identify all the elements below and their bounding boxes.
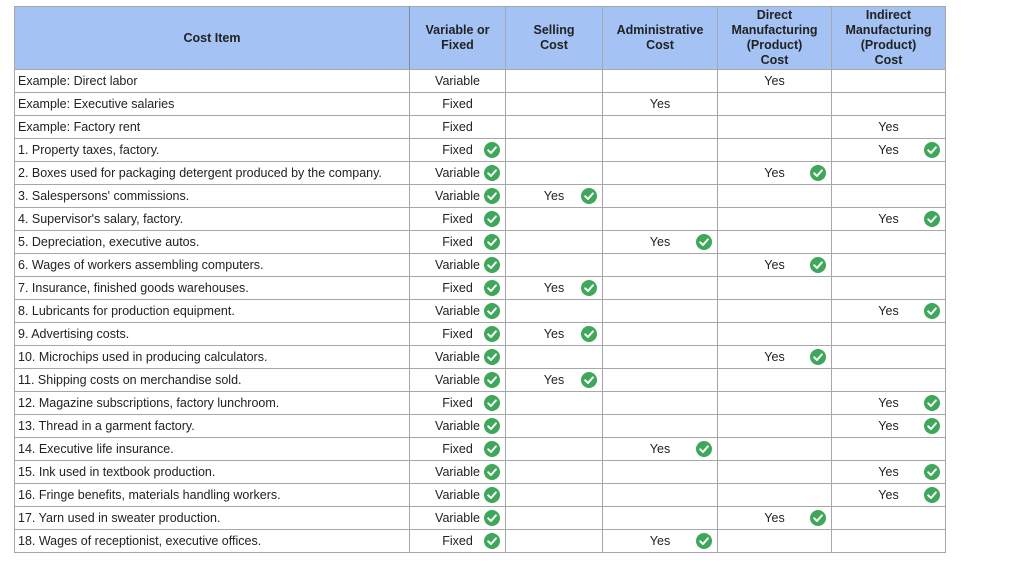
table-row (15, 162, 946, 185)
administrative-cost-cell[interactable] (603, 507, 718, 530)
check-circle-icon (924, 464, 940, 480)
header-selling (506, 7, 603, 70)
administrative-cost-cell[interactable] (603, 70, 718, 93)
header-variable-fixed (410, 7, 506, 70)
header-line: Manufacturing (731, 23, 818, 37)
cost-item-label: 6. Wages of workers assembling computers. (18, 258, 264, 272)
administrative-cost-cell[interactable] (603, 323, 718, 346)
variable-fixed-cell[interactable] (410, 231, 506, 254)
administrative-cost-cell[interactable] (603, 369, 718, 392)
check-circle-icon (581, 280, 597, 296)
direct-manufacturing-cell[interactable] (718, 139, 832, 162)
cost-item-cell (15, 162, 410, 185)
cost-item-label: Example: Executive salaries (18, 97, 175, 111)
selling-cost-cell[interactable] (506, 162, 603, 185)
cost-item-cell (15, 323, 410, 346)
variable-fixed-cell[interactable] (410, 139, 506, 162)
check-circle-icon (484, 165, 500, 181)
variable-fixed-cell-value: Variable (435, 258, 480, 272)
variable-fixed-cell-value: Variable (435, 511, 480, 525)
indirect-manufacturing-cell[interactable] (832, 323, 946, 346)
cost-item-cell (15, 461, 410, 484)
indirect-manufacturing-cell[interactable] (832, 300, 946, 323)
variable-fixed-cell[interactable] (410, 369, 506, 392)
variable-fixed-cell[interactable] (410, 438, 506, 461)
direct-manufacturing-cell[interactable] (718, 93, 832, 116)
cost-item-cell (15, 93, 410, 116)
selling-cost-cell[interactable] (506, 415, 603, 438)
direct-manufacturing-cell-value: Yes (764, 511, 785, 525)
table-row (15, 530, 946, 553)
indirect-manufacturing-cell[interactable] (832, 254, 946, 277)
variable-fixed-cell[interactable] (410, 254, 506, 277)
direct-manufacturing-cell[interactable] (718, 415, 832, 438)
administrative-cost-cell-value: Yes (649, 97, 671, 111)
selling-cost-cell[interactable] (506, 185, 603, 208)
cost-item-label: 4. Supervisor's salary, factory. (18, 212, 184, 226)
header-row (15, 7, 946, 70)
direct-manufacturing-cell[interactable] (718, 507, 832, 530)
header-line: Cost (874, 53, 903, 67)
indirect-manufacturing-cell[interactable] (832, 346, 946, 369)
cost-item-label: 10. Microchips used in producing calculators. (18, 350, 268, 364)
selling-cost-cell[interactable] (506, 392, 603, 415)
cost-item-label: 12. Magazine subscriptions, factory lunchroom. (18, 396, 280, 410)
cost-item-label: 14. Executive life insurance. (18, 442, 174, 456)
cost-item-cell (15, 300, 410, 323)
variable-fixed-cell-value: Variable (435, 166, 480, 180)
cost-item-cell (15, 369, 410, 392)
selling-cost-cell[interactable] (506, 277, 603, 300)
direct-manufacturing-cell[interactable] (718, 484, 832, 507)
check-circle-icon (484, 418, 500, 434)
indirect-manufacturing-cell[interactable] (832, 116, 946, 139)
variable-fixed-cell[interactable] (410, 323, 506, 346)
cost-item-cell (15, 484, 410, 507)
variable-fixed-cell[interactable] (410, 300, 506, 323)
cost-item-label: 11. Shipping costs on merchandise sold. (18, 373, 242, 387)
cost-item-cell (15, 254, 410, 277)
cost-item-label: 5. Depreciation, executive autos. (18, 235, 200, 249)
cost-item-label: 9. Advertising costs. (18, 327, 130, 341)
cost-item-cell (15, 438, 410, 461)
cost-item-cell (15, 346, 410, 369)
variable-fixed-cell[interactable] (410, 185, 506, 208)
variable-fixed-cell[interactable] (410, 93, 506, 116)
table-row (15, 185, 946, 208)
selling-cost-cell[interactable] (506, 254, 603, 277)
check-circle-icon (484, 487, 500, 503)
check-circle-icon (484, 257, 500, 273)
variable-fixed-cell[interactable] (410, 530, 506, 553)
table-row (15, 438, 946, 461)
table-row (15, 93, 946, 116)
check-circle-icon (484, 280, 500, 296)
variable-fixed-cell[interactable] (410, 70, 506, 93)
check-circle-icon (924, 418, 940, 434)
header-direct-manufacturing (718, 7, 832, 70)
check-circle-icon (924, 142, 940, 158)
check-circle-icon (484, 395, 500, 411)
indirect-manufacturing-cell[interactable] (832, 507, 946, 530)
indirect-manufacturing-cell[interactable] (832, 530, 946, 553)
direct-manufacturing-cell[interactable] (718, 346, 832, 369)
cost-item-cell (15, 208, 410, 231)
indirect-manufacturing-cell-value: Yes (878, 396, 899, 410)
administrative-cost-cell[interactable] (603, 461, 718, 484)
check-circle-icon (810, 510, 826, 526)
variable-fixed-cell[interactable] (410, 277, 506, 300)
check-circle-icon (484, 464, 500, 480)
indirect-manufacturing-cell[interactable] (832, 369, 946, 392)
variable-fixed-cell[interactable] (410, 484, 506, 507)
variable-fixed-cell-value: Fixed (442, 327, 473, 341)
administrative-cost-cell[interactable] (603, 277, 718, 300)
table-row (15, 415, 946, 438)
header-line: (Product) (746, 38, 803, 52)
check-circle-icon (484, 234, 500, 250)
administrative-cost-cell[interactable] (603, 530, 718, 553)
administrative-cost-cell[interactable] (603, 93, 718, 116)
indirect-manufacturing-cell-value: Yes (878, 465, 899, 479)
table-row (15, 369, 946, 392)
direct-manufacturing-cell[interactable] (718, 461, 832, 484)
direct-manufacturing-cell[interactable] (718, 323, 832, 346)
check-circle-icon (484, 326, 500, 342)
variable-fixed-cell-value: Fixed (442, 281, 473, 295)
header-line: Cost (646, 38, 674, 52)
table-row (15, 254, 946, 277)
selling-cost-cell[interactable] (506, 300, 603, 323)
check-circle-icon (484, 372, 500, 388)
indirect-manufacturing-cell-value: Yes (878, 143, 899, 157)
check-circle-icon (924, 303, 940, 319)
indirect-manufacturing-cell[interactable] (832, 484, 946, 507)
header-line: Cost (540, 38, 568, 52)
variable-fixed-cell[interactable] (410, 392, 506, 415)
selling-cost-cell-value: Yes (543, 281, 565, 295)
direct-manufacturing-cell[interactable] (718, 185, 832, 208)
indirect-manufacturing-cell-value: Yes (878, 488, 899, 502)
header-cost-item-label: Cost Item (183, 30, 241, 45)
variable-fixed-cell[interactable] (410, 346, 506, 369)
check-circle-icon (484, 188, 500, 204)
indirect-manufacturing-cell[interactable] (832, 438, 946, 461)
variable-fixed-cell-value: Fixed (442, 534, 473, 548)
indirect-manufacturing-cell[interactable] (832, 415, 946, 438)
table-row (15, 484, 946, 507)
selling-cost-cell[interactable] (506, 208, 603, 231)
header-line: Fixed (441, 38, 474, 52)
indirect-manufacturing-cell[interactable] (832, 277, 946, 300)
variable-fixed-cell-value: Fixed (442, 396, 473, 410)
table-row (15, 507, 946, 530)
direct-manufacturing-cell-value: Yes (764, 74, 785, 88)
variable-fixed-cell[interactable] (410, 461, 506, 484)
header-line: Selling (533, 23, 575, 37)
selling-cost-cell[interactable] (506, 93, 603, 116)
direct-manufacturing-cell[interactable] (718, 208, 832, 231)
variable-fixed-cell-value: Fixed (442, 235, 473, 249)
variable-fixed-cell-value: Fixed (442, 212, 473, 226)
check-circle-icon (484, 142, 500, 158)
administrative-cost-cell[interactable] (603, 392, 718, 415)
cost-item-label: 15. Ink used in textbook production. (18, 465, 216, 479)
indirect-manufacturing-cell-value: Yes (878, 120, 899, 134)
administrative-cost-cell[interactable] (603, 116, 718, 139)
administrative-cost-cell[interactable] (603, 254, 718, 277)
header-line: Manufacturing (845, 23, 932, 37)
cost-item-label: 16. Fringe benefits, materials handling workers. (18, 488, 281, 502)
selling-cost-cell[interactable] (506, 461, 603, 484)
variable-fixed-cell[interactable] (410, 116, 506, 139)
cost-item-label: 1. Property taxes, factory. (18, 143, 160, 157)
table-row (15, 346, 946, 369)
administrative-cost-cell[interactable] (603, 346, 718, 369)
administrative-cost-cell[interactable] (603, 162, 718, 185)
variable-fixed-cell-value: Variable (435, 488, 480, 502)
check-circle-icon (484, 349, 500, 365)
table-row (15, 277, 946, 300)
indirect-manufacturing-cell[interactable] (832, 231, 946, 254)
cost-item-label: 17. Yarn used in sweater production. (18, 511, 221, 525)
direct-manufacturing-cell-value: Yes (764, 166, 785, 180)
check-circle-icon (924, 487, 940, 503)
selling-cost-cell[interactable] (506, 484, 603, 507)
administrative-cost-cell[interactable] (603, 139, 718, 162)
indirect-manufacturing-cell[interactable] (832, 139, 946, 162)
table-row (15, 208, 946, 231)
variable-fixed-cell[interactable] (410, 415, 506, 438)
check-circle-icon (810, 165, 826, 181)
administrative-cost-cell[interactable] (603, 484, 718, 507)
cost-item-label: Example: Direct labor (18, 74, 138, 88)
administrative-cost-cell[interactable] (603, 300, 718, 323)
indirect-manufacturing-cell[interactable] (832, 162, 946, 185)
check-circle-icon (810, 349, 826, 365)
selling-cost-cell-value: Yes (543, 327, 565, 341)
table-row (15, 300, 946, 323)
variable-fixed-cell[interactable] (410, 507, 506, 530)
direct-manufacturing-cell[interactable] (718, 162, 832, 185)
check-circle-icon (484, 303, 500, 319)
header-line: Direct (756, 8, 793, 22)
selling-cost-cell[interactable] (506, 139, 603, 162)
check-circle-icon (484, 533, 500, 549)
administrative-cost-cell[interactable] (603, 231, 718, 254)
variable-fixed-cell-value: Fixed (442, 120, 473, 134)
table-row (15, 323, 946, 346)
table-row (15, 116, 946, 139)
cost-item-cell (15, 392, 410, 415)
variable-fixed-cell-value: Fixed (442, 143, 473, 157)
selling-cost-cell[interactable] (506, 116, 603, 139)
selling-cost-cell-value: Yes (543, 373, 565, 387)
direct-manufacturing-cell[interactable] (718, 231, 832, 254)
header-line: Indirect (865, 8, 912, 22)
direct-manufacturing-cell[interactable] (718, 369, 832, 392)
header-indirect-manufacturing (832, 7, 946, 70)
cost-item-cell (15, 70, 410, 93)
direct-manufacturing-cell[interactable] (718, 530, 832, 553)
cost-item-cell (15, 277, 410, 300)
header-line: Variable or (425, 23, 490, 37)
header-line: (Product) (860, 38, 917, 52)
header-administrative (603, 7, 718, 70)
selling-cost-cell[interactable] (506, 346, 603, 369)
administrative-cost-cell[interactable] (603, 185, 718, 208)
direct-manufacturing-cell[interactable] (718, 277, 832, 300)
cost-classification-table (14, 6, 946, 553)
administrative-cost-cell-value: Yes (649, 442, 671, 456)
selling-cost-cell[interactable] (506, 70, 603, 93)
check-circle-icon (696, 441, 712, 457)
variable-fixed-cell-value: Variable (435, 74, 480, 88)
check-circle-icon (810, 257, 826, 273)
indirect-manufacturing-cell-value: Yes (878, 304, 899, 318)
cost-item-cell (15, 116, 410, 139)
check-circle-icon (696, 234, 712, 250)
check-circle-icon (581, 326, 597, 342)
direct-manufacturing-cell[interactable] (718, 70, 832, 93)
indirect-manufacturing-cell[interactable] (832, 392, 946, 415)
table-row (15, 392, 946, 415)
check-circle-icon (696, 533, 712, 549)
check-circle-icon (581, 372, 597, 388)
indirect-manufacturing-cell[interactable] (832, 208, 946, 231)
cost-item-cell (15, 185, 410, 208)
cost-item-cell (15, 139, 410, 162)
cost-item-label: 18. Wages of receptionist, executive offices. (18, 534, 262, 548)
check-circle-icon (484, 211, 500, 227)
administrative-cost-cell[interactable] (603, 438, 718, 461)
indirect-manufacturing-cell[interactable] (832, 461, 946, 484)
cost-item-cell (15, 530, 410, 553)
direct-manufacturing-cell-value: Yes (764, 258, 785, 272)
variable-fixed-cell[interactable] (410, 162, 506, 185)
selling-cost-cell-value: Yes (543, 189, 565, 203)
administrative-cost-cell-value: Yes (649, 534, 671, 548)
check-circle-icon (924, 211, 940, 227)
indirect-manufacturing-cell-value: Yes (878, 419, 899, 433)
indirect-manufacturing-cell-value: Yes (878, 212, 899, 226)
selling-cost-cell[interactable] (506, 438, 603, 461)
cost-item-cell (15, 507, 410, 530)
direct-manufacturing-cell[interactable] (718, 438, 832, 461)
cost-item-label: Example: Factory rent (18, 120, 141, 134)
administrative-cost-cell-value: Yes (649, 235, 671, 249)
variable-fixed-cell-value: Variable (435, 373, 480, 387)
cost-item-label: 13. Thread in a garment factory. (18, 419, 195, 433)
selling-cost-cell[interactable] (506, 507, 603, 530)
selling-cost-cell[interactable] (506, 369, 603, 392)
variable-fixed-cell[interactable] (410, 208, 506, 231)
cost-item-label: 7. Insurance, finished goods warehouses. (18, 281, 249, 295)
cost-item-label: 8. Lubricants for production equipment. (18, 304, 235, 318)
table-row (15, 70, 946, 93)
variable-fixed-cell-value: Fixed (442, 97, 473, 111)
variable-fixed-cell-value: Variable (435, 189, 480, 203)
check-circle-icon (484, 441, 500, 457)
cost-item-label: 3. Salespersons' commissions. (18, 189, 190, 203)
table-row (15, 231, 946, 254)
selling-cost-cell[interactable] (506, 323, 603, 346)
header-cost-item (15, 7, 410, 70)
direct-manufacturing-cell-value: Yes (764, 350, 785, 364)
administrative-cost-cell[interactable] (603, 208, 718, 231)
cost-item-cell (15, 231, 410, 254)
indirect-manufacturing-cell[interactable] (832, 185, 946, 208)
direct-manufacturing-cell[interactable] (718, 254, 832, 277)
selling-cost-cell[interactable] (506, 231, 603, 254)
cost-item-cell (15, 415, 410, 438)
selling-cost-cell[interactable] (506, 530, 603, 553)
direct-manufacturing-cell[interactable] (718, 300, 832, 323)
table-row (15, 139, 946, 162)
variable-fixed-cell-value: Variable (435, 304, 480, 318)
variable-fixed-cell-value: Fixed (442, 442, 473, 456)
administrative-cost-cell[interactable] (603, 415, 718, 438)
header-line: Administrative (616, 23, 704, 37)
direct-manufacturing-cell[interactable] (718, 116, 832, 139)
variable-fixed-cell-value: Variable (435, 350, 480, 364)
header-line: Cost (760, 53, 789, 67)
variable-fixed-cell-value: Variable (435, 419, 480, 433)
check-circle-icon (484, 510, 500, 526)
check-circle-icon (924, 395, 940, 411)
indirect-manufacturing-cell[interactable] (832, 70, 946, 93)
cost-item-label: 2. Boxes used for packaging detergent produced by the company. (18, 166, 382, 180)
table-row (15, 461, 946, 484)
indirect-manufacturing-cell[interactable] (832, 93, 946, 116)
direct-manufacturing-cell[interactable] (718, 392, 832, 415)
variable-fixed-cell-value: Variable (435, 465, 480, 479)
check-circle-icon (581, 188, 597, 204)
